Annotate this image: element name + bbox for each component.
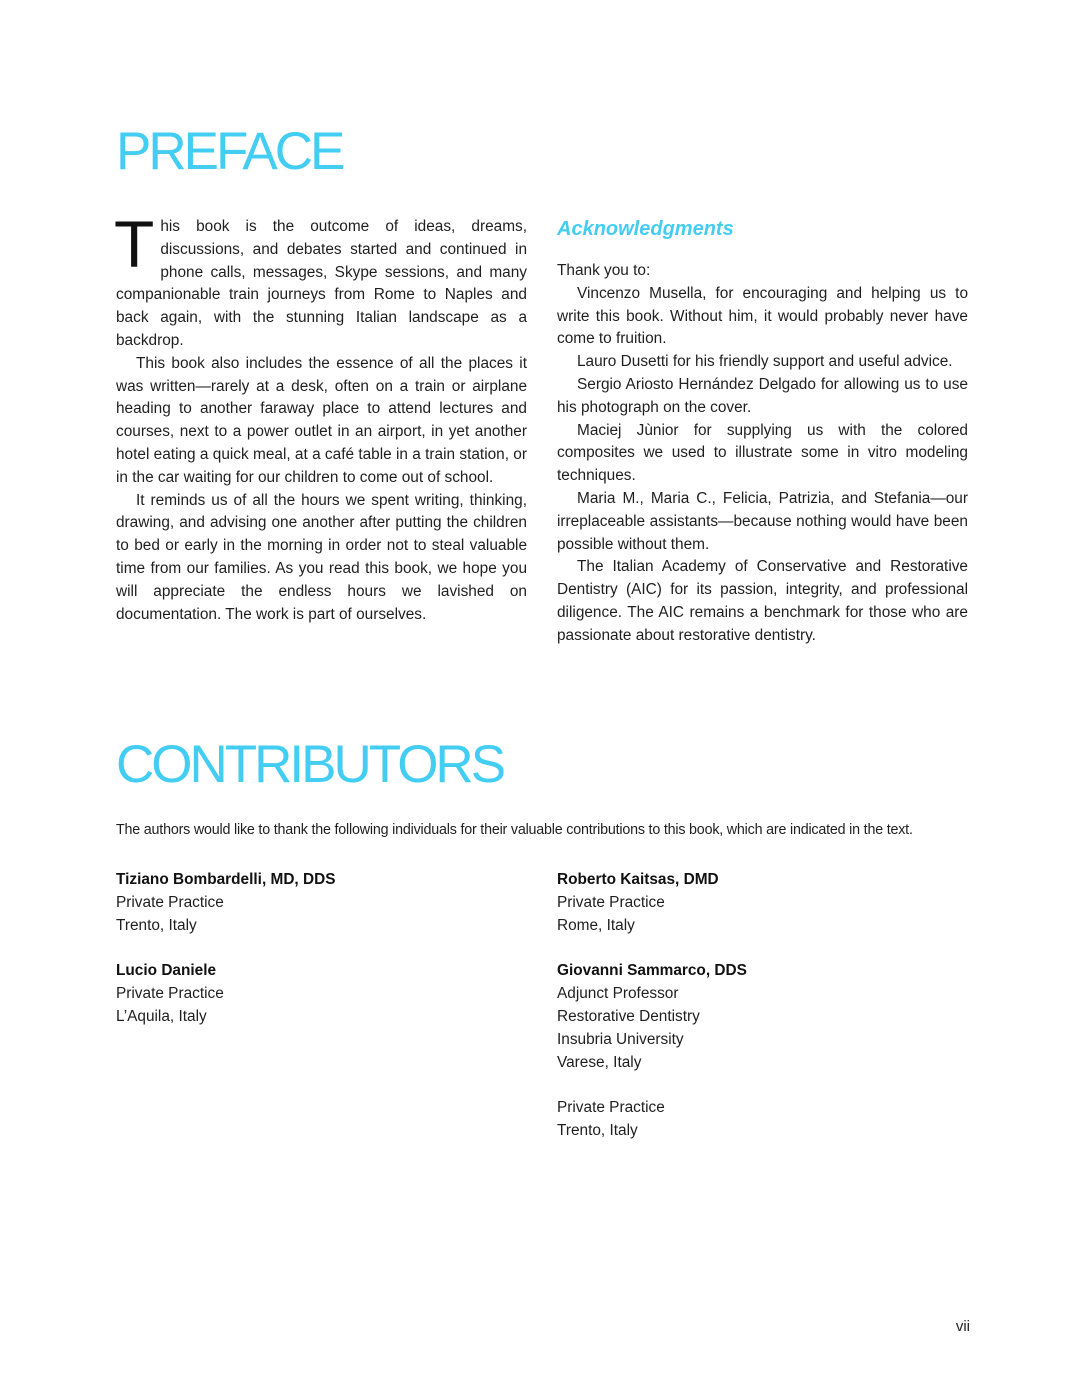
contributor-affiliation: Private Practice [557, 1099, 665, 1116]
contributor-name: Tiziano Bombardelli, MD, DDS [116, 871, 336, 888]
acknowledgments-intro: Thank you to: [557, 262, 651, 279]
contributors-intro: The authors would like to thank the following individuals for their valuable contributions to this book, which are indicated in the text. [116, 822, 913, 838]
acknowledgments-section [557, 216, 968, 648]
contributor-location: Trento, Italy [557, 1122, 638, 1139]
acknowledgment-item: Maciej Jùnior for supplying us with the colored composites we used to illustrate some in vitro modeling techniques. [557, 421, 968, 485]
preface-paragraph [114, 207, 527, 353]
acknowledgments-heading: Acknowledgments [557, 218, 734, 240]
preface-heading: PREFACE [116, 122, 343, 181]
contributor-affiliation: Private Practice [557, 894, 665, 911]
preface-body [114, 207, 527, 626]
acknowledgment-item: Vincenzo Musella, for encouraging and helping us to write this book. Without him, it would probably never have come to fruition. [557, 284, 968, 348]
contributor-department: Restorative Dentistry [557, 1008, 700, 1025]
contributors-heading: CONTRIBUTORS [116, 735, 504, 794]
preface-paragraph-text: his book is the outcome of ideas, dreams, discussions, and debates started and continued in phone calls, messages, Skype sessions, and many companionable train journeys from Rome to Naples and back again, with the stunning Italian landscape as a backdrop. [116, 218, 527, 349]
contributor-name: Giovanni Sammarco, DDS [557, 962, 747, 979]
contributor-name: Lucio Daniele [116, 962, 217, 979]
contributor-location: Varese, Italy [557, 1054, 642, 1071]
page-number: vii [955, 1318, 970, 1335]
preface-paragraph: This book also includes the essence of all the places it was written—rarely at a desk, often on a train or airplane heading to another faraway place to attend lectures and courses, next to a power outlet in an airport, in yet another hotel eating a quick meal, at a café table in a train station, or in the car waiting for our children to come out of school. [116, 354, 527, 486]
spacer [557, 1074, 747, 1096]
contributor-entry [116, 868, 335, 937]
acknowledgment-item: Maria M., Maria C., Felicia, Patrizia, and Stefania—our irreplaceable assistants—because nothing would have been possible without them. [557, 489, 968, 553]
contributor-location: Trento, Italy [116, 917, 197, 934]
acknowledgment-item: The Italian Academy of Conservative and Restorative Dentistry (AIC) for its passion, integrity, and professional diligence. The AIC remains a benchmark for those who are passionate about restorative dentistry. [557, 558, 968, 644]
contributor-location: Rome, Italy [557, 917, 635, 934]
contributor-title: Adjunct Professor [557, 985, 679, 1002]
contributor-entry [557, 959, 747, 1142]
contributor-institution: Insubria University [557, 1031, 684, 1048]
acknowledgment-item: Sergio Ariosto Hernández Delgado for allowing us to use his photograph on the cover. [557, 375, 968, 416]
contributor-name: Roberto Kaitsas, DMD [557, 871, 719, 888]
contributor-affiliation: Private Practice [116, 985, 224, 1002]
contributor-location: L’Aquila, Italy [116, 1008, 207, 1025]
contributor-entry [557, 868, 719, 937]
contributor-entry [116, 959, 224, 1028]
preface-paragraph: It reminds us of all the hours we spent writing, thinking, drawing, and advising one another after putting the children to bed or early in the morning in order not to steal valuable time from our families. As you read this book, we hope you will appreciate the endless hours we lavished on documentation. The work is part of ourselves. [116, 491, 527, 623]
acknowledgment-item: Lauro Dusetti for his friendly support and useful advice. [577, 353, 953, 371]
contributor-affiliation: Private Practice [116, 894, 224, 911]
drop-cap: T [114, 207, 155, 281]
